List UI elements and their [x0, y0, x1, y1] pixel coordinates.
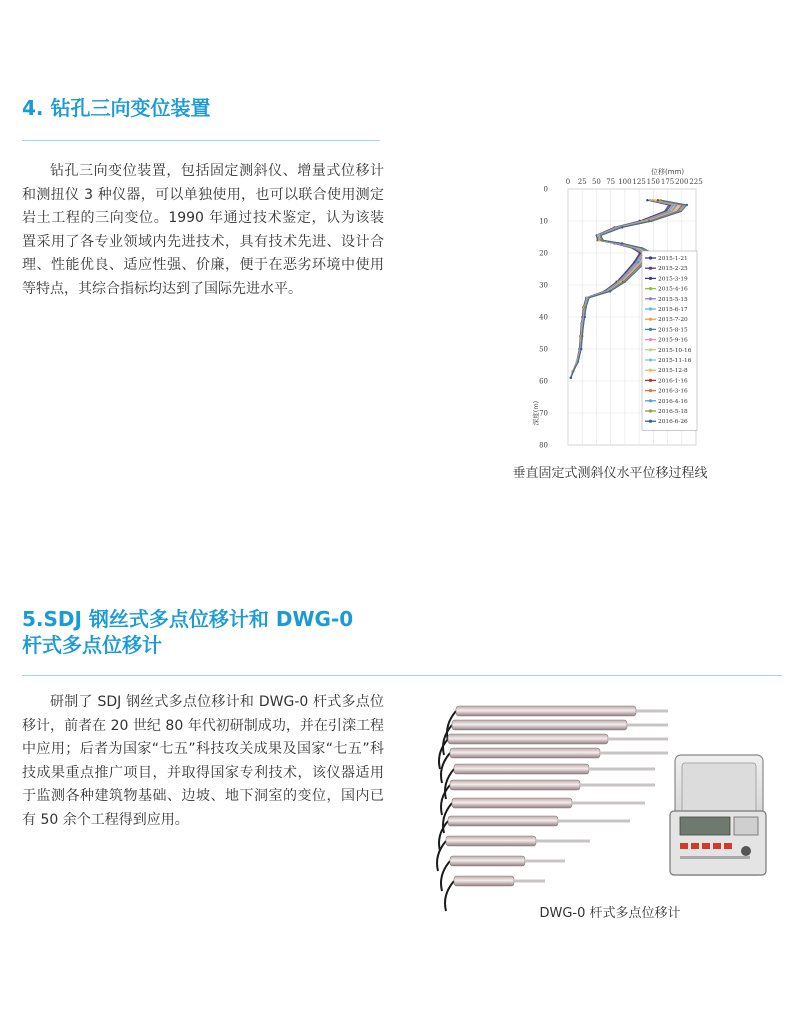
legend-entry: 2016-1-16: [658, 378, 688, 385]
legend-entry: 2016-5-18: [658, 409, 688, 415]
sensor-rod-tip: [572, 802, 645, 805]
sensor-rod: [456, 706, 636, 716]
sensor-rod: [452, 720, 627, 730]
sensor-rod: [450, 856, 525, 866]
sensor-rod: [448, 734, 608, 744]
sensor-cable: [441, 785, 450, 815]
sensor-rod: [450, 780, 580, 790]
x-axis-label: 位移(mm): [651, 168, 685, 176]
section5-title-line1: 5.SDJ 钢丝式多点位移计和 DWG-0: [22, 607, 354, 631]
data-point: [584, 316, 586, 318]
legend-marker: [649, 297, 652, 300]
legend-marker: [649, 277, 652, 280]
readout-case: [670, 755, 766, 875]
x-tick-label: 25: [577, 178, 587, 186]
legend-entry: 2015-10-16: [658, 347, 692, 354]
legend-entry: 2015-1-21: [658, 256, 688, 262]
legend-marker: [649, 318, 652, 321]
data-point: [686, 204, 688, 206]
sensor-rod-tip: [608, 738, 668, 741]
data-point: [570, 377, 572, 379]
legend-entry: 2015-2-25: [658, 266, 688, 273]
sensor-rod-tip: [636, 710, 668, 713]
legend-marker: [649, 399, 652, 402]
legend-marker: [649, 328, 652, 331]
sensor-rod: [446, 836, 536, 846]
sensor-rod: [450, 748, 600, 758]
legend-marker: [649, 267, 652, 270]
legend-entry: 2016-4-16: [658, 398, 688, 405]
section4-divider: [22, 140, 380, 141]
legend-entry: 2015-12-8: [658, 368, 688, 375]
y-tick-label: 70: [539, 409, 548, 418]
y-tick-label: 20: [539, 249, 548, 258]
y-tick-label: 10: [539, 217, 548, 226]
sensor-rod: [452, 798, 572, 808]
sensor-rod: [454, 876, 514, 886]
section5-divider: [22, 675, 782, 676]
legend-entry: 2015-4-16: [658, 286, 688, 293]
data-point: [654, 199, 656, 201]
legend-entry: 2015-11-16: [658, 358, 692, 364]
dwg-0-instrument-photo: [430, 693, 770, 893]
section5-title-line2: 杆式多点位移计: [22, 633, 162, 657]
data-point: [651, 199, 653, 201]
y-tick-label: 80: [539, 441, 548, 450]
legend-marker: [649, 307, 652, 310]
y-tick-label: 60: [539, 377, 548, 386]
y-axis-label: 深度(m): [532, 400, 540, 426]
legend-entry: 2015-8-15: [658, 327, 688, 334]
x-tick-label: 150: [646, 178, 661, 186]
sensor-cable: [441, 861, 450, 891]
data-point: [580, 348, 582, 350]
x-tick-label: 50: [591, 178, 601, 186]
sensor-cable: [439, 821, 448, 851]
sensor-rod-tip: [525, 860, 565, 863]
y-tick-label: 0: [543, 185, 548, 194]
sensor-rod-tip: [558, 820, 630, 823]
legend-marker: [649, 379, 652, 382]
x-tick-label: 225: [689, 178, 703, 186]
legend-entry: 2015-5-15: [658, 296, 688, 303]
legend-marker: [649, 287, 652, 290]
data-point: [609, 290, 611, 292]
data-point: [649, 199, 651, 201]
x-tick-label: 125: [632, 178, 646, 186]
sensor-rod-tip: [536, 840, 590, 843]
legend-entry: 2015-9-16: [658, 337, 688, 344]
legend-marker: [649, 256, 652, 259]
displacement-chart: [500, 158, 703, 453]
legend-entry: 2016-6-26: [658, 419, 688, 426]
x-tick-label: 75: [606, 178, 616, 186]
legend-marker: [649, 420, 652, 423]
y-tick-label: 50: [539, 345, 548, 354]
x-tick-label: 200: [675, 178, 689, 186]
legend-entry: 2015-7-20: [658, 317, 688, 324]
legend-marker: [649, 409, 652, 412]
sensor-rod-tip: [600, 752, 668, 755]
legend-marker: [649, 369, 652, 372]
data-point: [621, 242, 623, 244]
chart-caption: 垂直固定式测斜仪水平位移过程线: [512, 466, 708, 481]
section5-body: 研制了 SDJ 钢丝式多点位移计和 DWG-0 杆式多点位移计，前者在 20 世纪 80 年代初研制成功，并在引滦工程中应用；后者为国家“七五”科技攻关成果及国家“七五”科技成果重点推广项目，并取得国家专利技术，该仪器适用于监测各种建筑物基础、边坡、地下洞室的变位，国内已有 50 余个工程得到应用。: [22, 694, 384, 828]
data-point: [659, 199, 661, 201]
section4-body: 钻孔三向变位装置，包括固定测斜仪、增量式位移计和测扭仪 3 种仪器，可以单独使用，也可以联合使用测定岩土工程的三向变位。1990 年通过技术鉴定，认为该装置采用了各专业领域内先进技术，具有技术先进、设计合理、性能优良、适应性强、价廉，便于在恶劣环境中使用等特点，其综合指标均达到了国际先进水平。: [22, 163, 384, 297]
sensor-rod-tip: [627, 724, 668, 727]
legend-entry: 2016-3-16: [658, 388, 688, 395]
section4-title: 4. 钻孔三向变位装置: [22, 96, 211, 120]
legend-entry: 2015-3-19: [658, 276, 688, 283]
legend-marker: [649, 358, 652, 361]
sensor-cable: [445, 881, 454, 911]
sensor-rod: [454, 764, 589, 774]
x-tick-label: 100: [618, 178, 632, 186]
sensor-rod: [448, 816, 558, 826]
y-tick-label: 30: [539, 281, 548, 290]
legend-entry: 2015-6-17: [658, 307, 688, 313]
x-tick-label: 175: [660, 178, 675, 186]
data-point: [646, 199, 648, 201]
sensor-rods: [437, 706, 668, 911]
data-point: [621, 226, 623, 228]
y-tick-label: 40: [539, 313, 548, 322]
sensor-rod-tip: [589, 768, 655, 771]
legend-marker: [649, 338, 652, 341]
legend-marker: [649, 348, 652, 351]
photo-caption: DWG-0 杆式多点位移计: [539, 906, 681, 921]
chart-legend: [642, 251, 697, 430]
data-point: [657, 199, 659, 201]
sensor-rod-tip: [580, 784, 655, 787]
legend-marker: [649, 389, 652, 392]
x-tick-label: 0: [565, 178, 571, 186]
sensor-rod-tip: [514, 880, 545, 883]
